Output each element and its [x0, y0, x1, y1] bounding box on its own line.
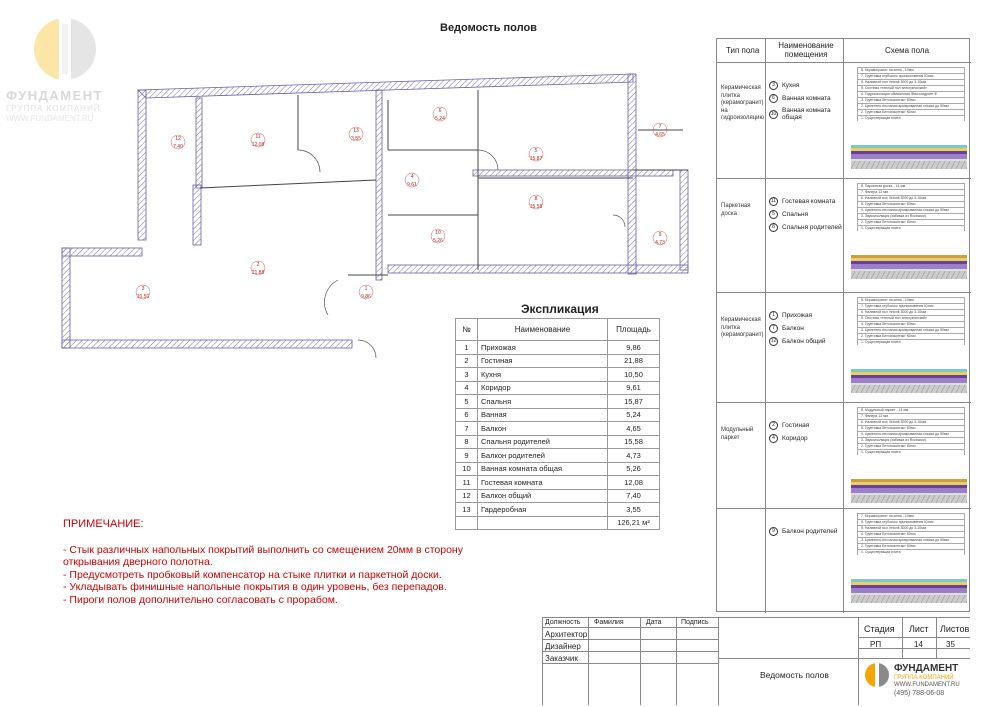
floor-table-header: [717, 39, 971, 63]
schema-layer-label: 3. Грунтовка Бетоноконтакт Юнис: [857, 97, 965, 103]
table-row: 8 Спальня родителей 15,58: [456, 435, 660, 449]
svg-text:13: 13: [353, 128, 359, 134]
layer-section-drawing: [851, 479, 967, 507]
surname-header: Фамилия: [594, 619, 624, 626]
total-area: 126,21 м²: [608, 516, 660, 530]
schema-layer-label: 6. Грунтовка глубокого проникновения Юнис: [857, 519, 965, 525]
schema-layer-label: 4. Грунтовка Бетоноконтакт Юнис: [857, 321, 965, 327]
role-designer: Дизайнер: [545, 642, 581, 651]
schema-layer-label: 2. Грунтовка Бетоноконтакт Юнис: [857, 543, 965, 549]
floor-type-name: Керамическая плитка (керамогранит): [721, 317, 764, 338]
schema-layer-label: 5. Грунтовка Бетоноконтакт Юнис: [857, 201, 965, 207]
schema-layer-label: 3. Цементно-песчаная армированная стяжка до 50мм: [857, 327, 965, 333]
drawing-name: Ведомость полов: [760, 670, 829, 680]
floor-room-item: [769, 337, 843, 346]
schema-layer-label: 3. Звукоизоляция (забивка из Rockwool): [857, 437, 965, 443]
schema-layer-label: 8. Керамогранит на клею - 10мм: [857, 67, 965, 73]
explication-title: Экспликация: [521, 302, 599, 316]
floor-type-row: [717, 509, 971, 612]
note-line: - Укладывать финишные напольные покрытия в один уровень, без перепадов.: [63, 581, 447, 593]
schema-layer-label: 2. Грунтовка Бетоноконтакт Юнис: [857, 443, 965, 449]
schema-layer-label: 8. Паркетная доска - 14 мм: [857, 183, 965, 189]
stage-value: РП: [870, 640, 882, 649]
schema-layer-label: 4. Цементно-песчаная армированная стяжка до 50мм: [857, 207, 965, 213]
schema-layer-label: 6. Наливной пол Vetonit 3000 до 3-10мм: [857, 195, 965, 201]
svg-text:12.08: 12.08: [251, 142, 265, 148]
role-header: Должность: [545, 619, 581, 626]
room-name: Спальня родителей: [782, 224, 842, 231]
schema-layer-label: 7. Фанера 12 мм: [857, 413, 965, 419]
table-row: 1 Прихожая 9,86: [456, 341, 660, 355]
room-number-badge: 1: [769, 311, 778, 320]
schema-layer-label: 2. Цементно-песчаная армированная стяжка до 50мм: [857, 103, 965, 109]
table-row: 2 Гостиная 21,88: [456, 354, 660, 368]
room-name: Гостевая комната: [782, 198, 836, 205]
sheet-value: 14: [914, 640, 923, 649]
fundament-logo-icon: [864, 662, 890, 688]
explication-table: [455, 318, 660, 530]
total-row: [456, 516, 660, 530]
floor-type-row: [717, 179, 971, 293]
floor-room-item: [769, 311, 843, 320]
date-header: Дата: [646, 619, 662, 626]
company-phone: (495) 788-06-08: [894, 690, 945, 697]
room-name: Гостиная: [782, 422, 810, 429]
room-number-badge: 2: [769, 421, 778, 430]
floor-room-item: [769, 421, 843, 430]
table-row: 12 Балкон общий 7,40: [456, 489, 660, 503]
schema-layer-label: 2. Грунтовка Бетоноконтакт Юнис: [857, 219, 965, 225]
signature-header: Подпись: [681, 619, 709, 626]
schema-layer-label: 7. Грунтовка глубокого проникновения Юнис: [857, 73, 965, 79]
layer-section-drawing: [851, 579, 967, 607]
floor-type-header: Тип пола: [726, 46, 760, 55]
layer-section-drawing: [851, 255, 967, 283]
table-row: 9 Балкон родителей 4,73: [456, 449, 660, 463]
schema-layer-label: 5. Система «теплый пол электрический»: [857, 315, 965, 321]
layer-section-drawing: [851, 145, 967, 173]
room-number-badge: 3: [769, 81, 778, 90]
room-name: Балкон общий: [782, 338, 826, 345]
svg-text:9.61: 9.61: [407, 182, 417, 188]
svg-text:5.24: 5.24: [435, 116, 445, 122]
col-num-header: №: [456, 319, 478, 341]
table-row: 5 Спальня 15,87: [456, 395, 660, 409]
svg-text:11: 11: [255, 134, 261, 140]
table-row: 4 Коридор 9,61: [456, 381, 660, 395]
table-row: 6 Ванная 5,24: [456, 408, 660, 422]
schema-layer-label: 3. Звукоизоляция (забивка из Rockwool): [857, 213, 965, 219]
room-name: Балкон: [782, 325, 804, 332]
svg-text:7: 7: [658, 124, 662, 130]
room-area: 7.40: [173, 144, 183, 150]
layer-section-drawing: [851, 369, 967, 397]
title-block: [542, 617, 970, 705]
room-number-badge: 9: [769, 527, 778, 536]
schema-layer-label: 6. Наливной пол Vetonit 3000 до 3-10мм: [857, 79, 965, 85]
svg-text:2: 2: [256, 262, 260, 268]
schema-layer-label: 1. Существующая плита: [857, 449, 965, 455]
logo-subtitle: ГРУППА КОМПАНИЙ: [6, 104, 101, 113]
schema-layer-label: 7. Грунтовка глубокого проникновения Юнис: [857, 303, 965, 309]
svg-text:1: 1: [364, 286, 368, 292]
svg-text:3: 3: [141, 286, 145, 292]
schema-layer-label: 4. Гидроизоляция обмазочная Фиксогидрант Ф: [857, 91, 965, 97]
svg-text:8: 8: [534, 196, 538, 202]
note-line: - Пироги полов дополнительно согласовать с прорабом.: [63, 593, 338, 606]
svg-text:15.87: 15.87: [529, 156, 543, 162]
company-subtitle: ГРУППА КОМПАНИЙ: [894, 675, 954, 681]
room-name: Ванная комната общая: [782, 107, 831, 121]
sheets-value: 35: [946, 640, 955, 649]
room-label: 12: [175, 136, 181, 142]
room-name: Коридор: [782, 435, 808, 442]
floor-room-item: [769, 197, 843, 206]
schema-layer-label: 1. Существующая плита: [857, 225, 965, 231]
floor-type-name: Паркетная доска: [721, 203, 751, 217]
svg-text:4.73: 4.73: [655, 240, 665, 246]
schema-layer-label: 7. Керамогранит на клею - 10мм: [857, 513, 965, 519]
note-title: ПРИМЕЧАНИЕ:: [63, 518, 144, 530]
col-area-header: Площадь: [608, 319, 660, 341]
svg-text:9.86: 9.86: [361, 294, 371, 300]
svg-text:3.55: 3.55: [351, 136, 361, 142]
table-row: 13 Гардеробная 3,55: [456, 503, 660, 517]
company-url: WWW.FUNDAMENT.RU: [894, 682, 960, 688]
table-row: 10 Ванная комната общая 5,26: [456, 462, 660, 476]
schema-layer-label: 5. Грунтовка Бетоноконтакт Юнис: [857, 425, 965, 431]
schema-layer-label: 6. Наливной пол Vetonit 3000 до 3-10мм: [857, 309, 965, 315]
floor-type-name: Модульный паркет: [721, 427, 754, 441]
svg-text:5.26: 5.26: [433, 238, 443, 244]
schema-layer-label: 4. Цементно-песчаная армированная стяжка до 50мм: [857, 431, 965, 437]
col-name-header: Наименование: [478, 319, 608, 341]
logo-url: WWW.FUNDAMENT.RU: [6, 114, 94, 123]
floor-room-item: [769, 94, 843, 103]
floor-room-item: [769, 434, 843, 443]
schema-layer-label: 6. Наливной пол Vetonit 3000 до 3-10мм: [857, 419, 965, 425]
room-name: Прихожая: [782, 312, 813, 319]
note-line: открывания дверного полотна.: [63, 556, 213, 568]
svg-text:4.65: 4.65: [655, 132, 665, 138]
floor-type-row: [717, 403, 971, 509]
room-number-badge: 7: [769, 324, 778, 333]
svg-text:10: 10: [435, 230, 441, 236]
room-number-badge: 10: [770, 110, 777, 117]
room-name: Ванная комната: [782, 95, 831, 102]
schema-layer-label: 5. Наливной пол Vetonit 3000 до 3-10мм: [857, 525, 965, 531]
floor-room-item: [769, 210, 843, 219]
logo-name: ФУНДАМЕНТ: [6, 88, 104, 103]
floor-type-row: [717, 293, 971, 403]
schema-layer-label: 4. Грунтовка Бетоноконтакт Юнис: [857, 531, 965, 537]
schema-layer-label: 1. Существующая плита: [857, 339, 965, 345]
room-number-badge: 11: [770, 198, 777, 204]
schema-layer-label: 5. Система «теплый пол электрический»: [857, 85, 965, 91]
notes-block: [63, 518, 463, 606]
role-architect: Архитектор: [545, 630, 588, 639]
room-number-badge: 6: [769, 94, 778, 103]
floor-room-item: [769, 81, 843, 90]
svg-text:15.58: 15.58: [529, 204, 543, 210]
floor-type-row: [717, 63, 971, 179]
company-name: ФУНДАМЕНТ: [894, 663, 959, 674]
table-row: 7 Балкон 4,65: [456, 422, 660, 436]
floor-room-item: [769, 324, 843, 333]
sheet-label: Лист: [909, 624, 929, 634]
schema-header: Схема пола: [885, 46, 930, 55]
svg-text:9: 9: [658, 232, 662, 238]
svg-text:5: 5: [534, 148, 538, 154]
schema-layer-label: 2. Грунтовка Бетоноконтакт Юнис: [857, 333, 965, 339]
title-block-logo: [858, 658, 970, 703]
room-name: Балкон родителей: [782, 528, 838, 535]
floor-room-item: [769, 223, 843, 232]
room-name-header: Наименование помещения: [778, 41, 834, 59]
stage-label: Стадия: [864, 624, 895, 634]
room-name: Спальня: [782, 211, 809, 218]
svg-text:4: 4: [410, 174, 414, 180]
schema-layer-label: 8. Модульный паркет - 14 мм: [857, 407, 965, 413]
svg-text:10.50: 10.50: [136, 294, 150, 300]
floor-types-table: [716, 38, 970, 612]
role-customer: Заказчик: [545, 654, 578, 663]
floor-room-item: [769, 527, 843, 536]
schema-layer-label: 3. Цементно-песчаная армированная стяжка до 50мм: [857, 537, 965, 543]
schema-layer-label: 7. Фанера 12 мм: [857, 189, 965, 195]
room-number-badge: 4: [769, 434, 778, 443]
room-number-badge: 12: [770, 338, 777, 344]
note-line: - Стык различных напольных покрытий выполнить со смещением 20мм в сторону: [63, 543, 463, 556]
note-line: - Предусмотреть пробковый компенсатор на стыке плитки и паркетной доски.: [63, 568, 442, 581]
table-row: 11 Гостевая комната 12,08: [456, 476, 660, 490]
room-name: Кухня: [782, 82, 800, 89]
room-number-badge: 5: [769, 210, 778, 219]
room-number-badge: 8: [769, 223, 778, 232]
schema-layer-label: 8. Керамогранит на клею - 10мм: [857, 297, 965, 303]
schema-layer-label: 1. Существующая плита: [857, 549, 965, 555]
svg-text:21.88: 21.88: [251, 270, 265, 276]
schema-layer-label: 2. Грунтовка Бетоноконтакт Юнис: [857, 109, 965, 115]
sheets-label: Листов: [940, 624, 970, 634]
svg-text:6: 6: [438, 108, 442, 114]
page-title: Ведомость полов: [440, 22, 537, 34]
floor-type-name: Керамическая плитка (керамогранит) на гидроизоляцию: [721, 85, 764, 121]
schema-layer-label: 1. Существующая плита: [857, 115, 965, 121]
floor-room-item: [769, 107, 843, 121]
table-row: 3 Кухня 10,50: [456, 368, 660, 382]
